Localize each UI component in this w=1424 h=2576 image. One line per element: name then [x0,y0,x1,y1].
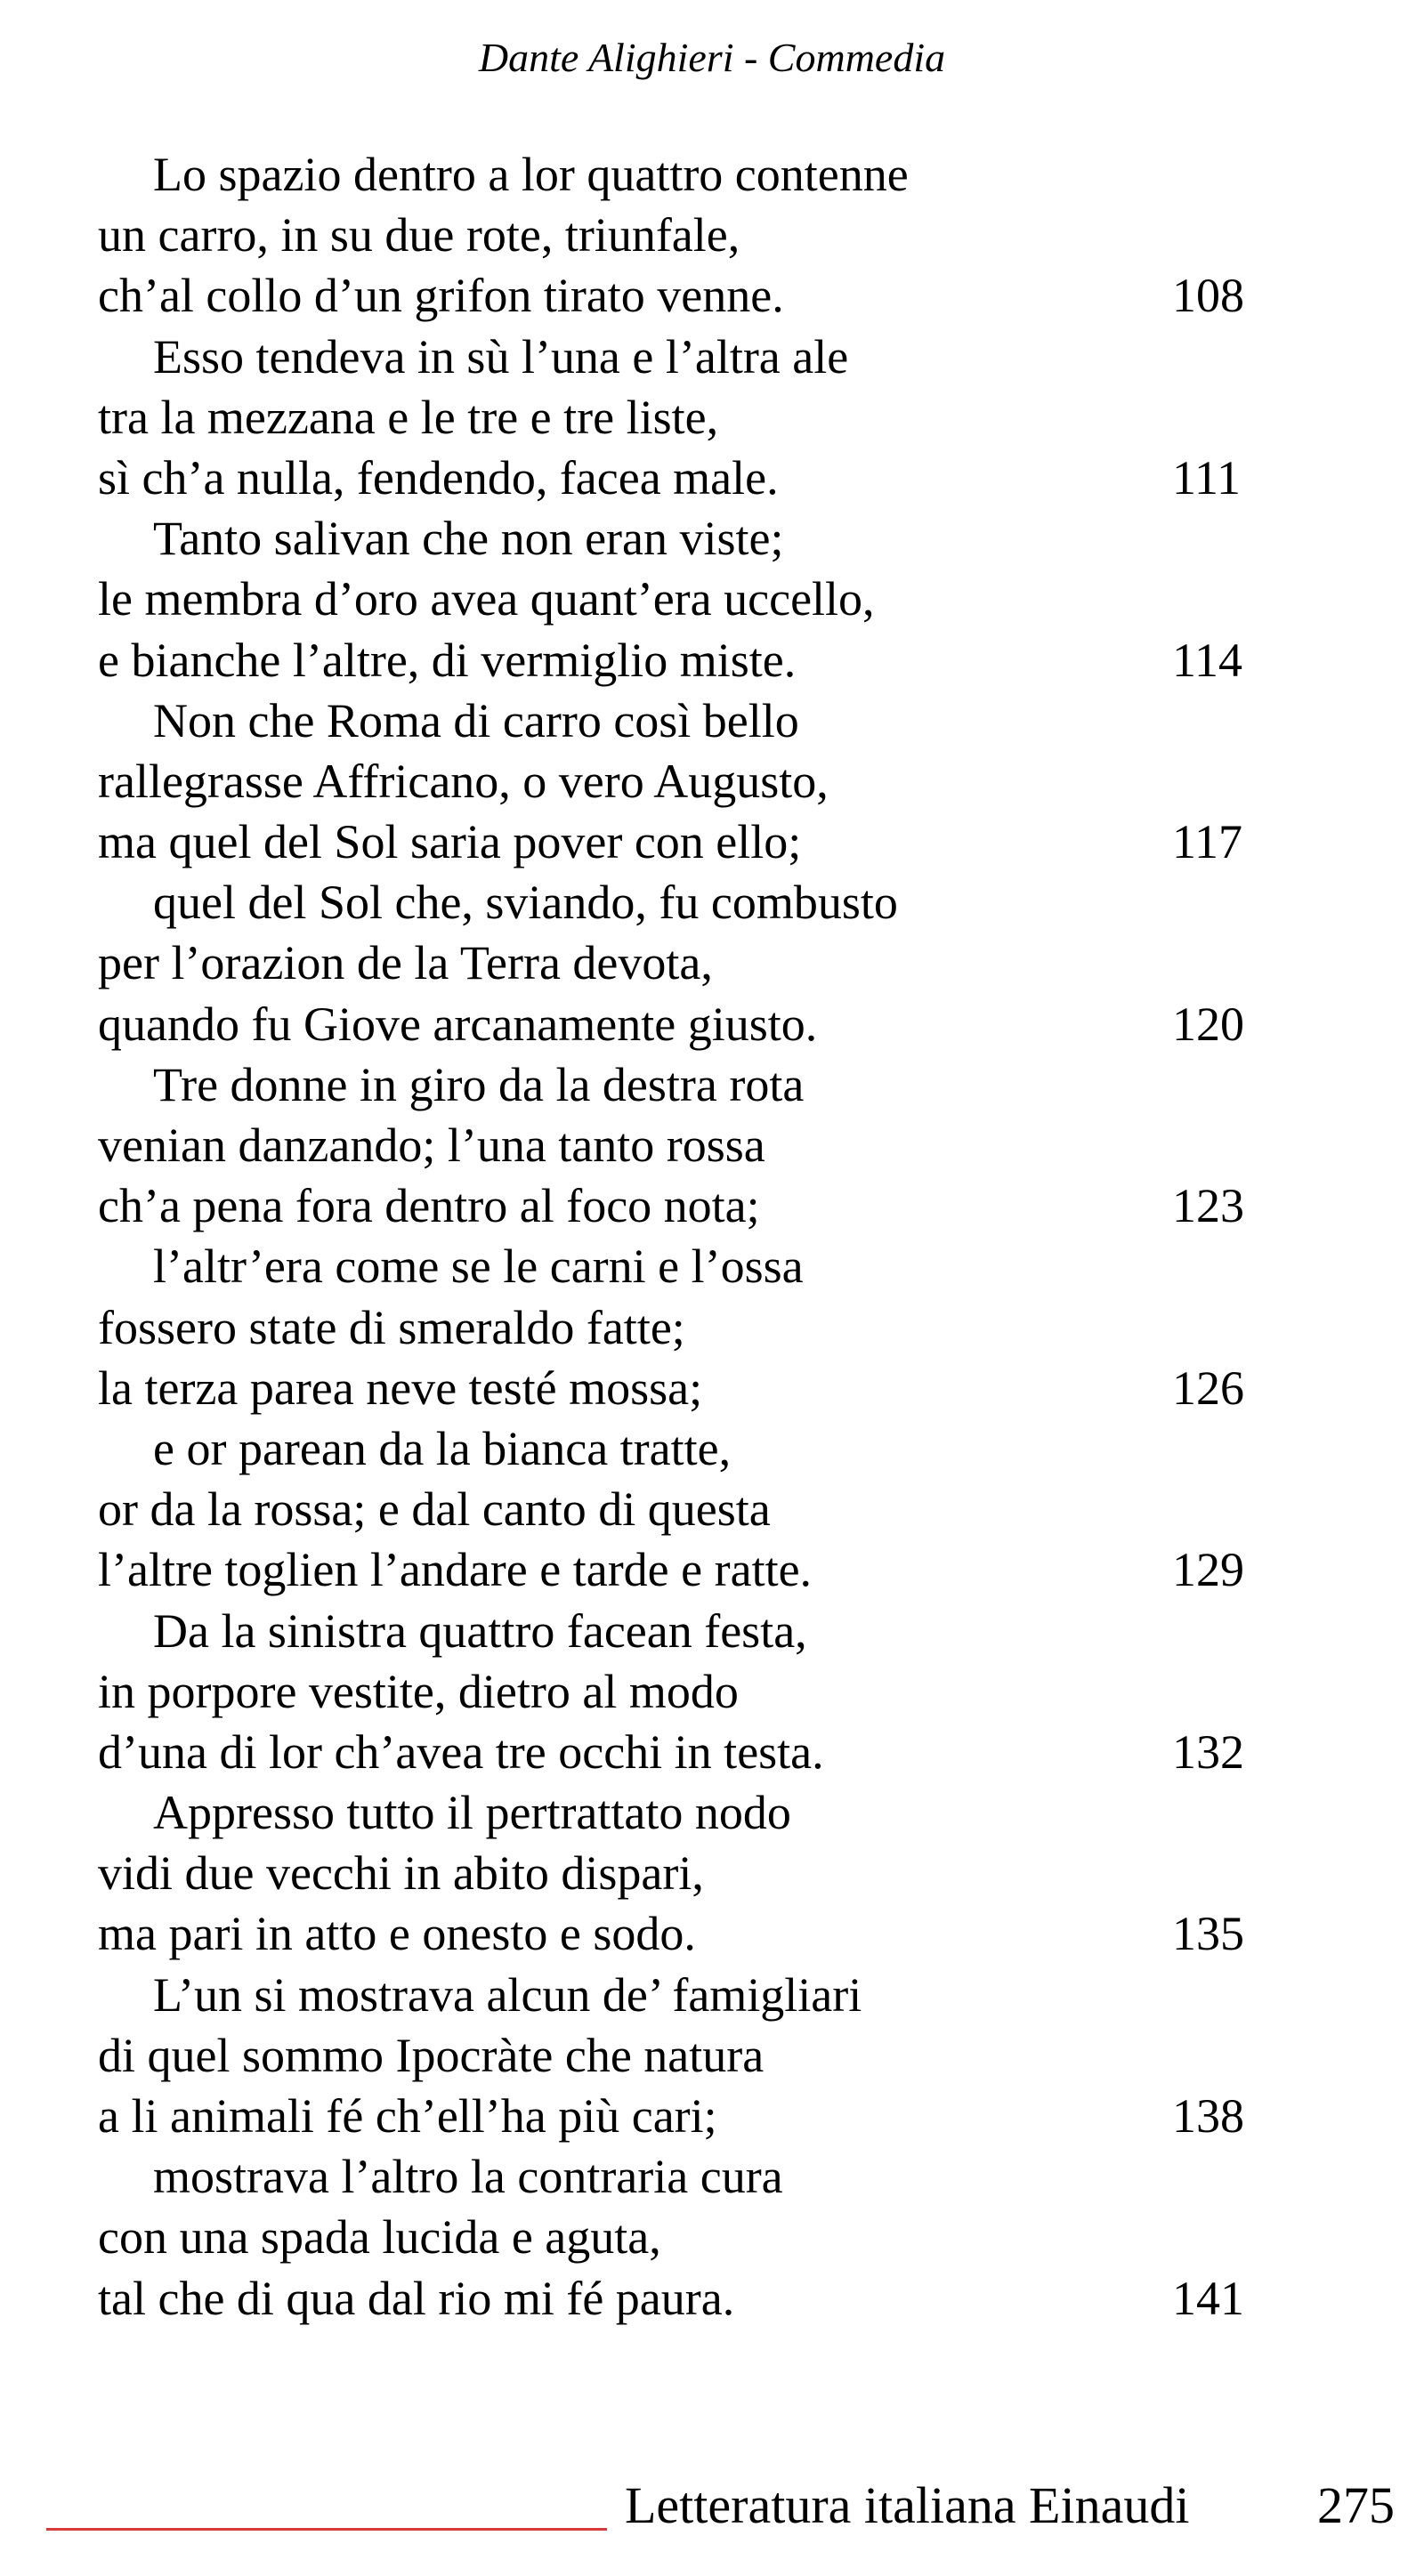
verse-line [98,1965,1255,2025]
verse-line [98,387,1255,448]
line-number: 111 [1172,450,1241,505]
verse-text: vidi due vecchi in abito dispari, [98,1846,704,1901]
verse-text: mostrava l’altro la contraria cura [153,2150,783,2204]
verse-line [98,2086,1255,2146]
verse-text: Lo spazio dentro a lor quattro contenne [153,148,909,201]
verse-line [98,265,1255,326]
verse-text: le membra d’oro avea quant’era uccello, [98,572,875,626]
verse-text: Da la sinistra quattro facean festa, [153,1603,807,1658]
line-number: 138 [1172,2089,1244,2143]
verse-text: ch’al collo d’un grifon tirato venne. [98,269,784,323]
line-number: 120 [1172,997,1244,1051]
verse-text: l’altre toglien l’andare e tarde e ratte. [98,1543,813,1597]
line-number: 108 [1172,269,1244,323]
running-head: Dante Alighieri - Commedia [478,35,946,80]
line-number: 141 [1172,2271,1244,2325]
verse-line [98,1843,1255,1903]
verse-text: ch’a pena fora dentro al foco nota; [98,1179,760,1233]
verse-text: rallegrasse Affricano, o vero Augusto, [98,754,829,808]
verse-line [98,1175,1255,1236]
verse-text: tal che di qua dal rio mi fé paura. [98,2271,735,2325]
footer-title: Letteratura italiana Einaudi [625,2476,1190,2534]
verse-text: e or parean da la bianca tratte, [153,1421,732,1475]
verse-line [98,1358,1255,1418]
verse-line [98,569,1255,629]
verse-line [98,327,1255,387]
verse-line [98,1782,1255,1843]
verse-line [98,1539,1255,1600]
verse-line [98,1722,1255,1782]
verse-line [98,448,1255,508]
verse-line [98,1418,1255,1479]
line-number: 123 [1172,1179,1244,1233]
verse-text: e bianche l’altre, di vermiglio miste. [98,633,797,687]
verse-line [98,872,1255,933]
verse-text: per l’orazion de la Terra devota, [98,936,713,990]
verse-line [98,1115,1255,1175]
verse-text: un carro, in su due rote, triunfale, [98,208,740,262]
verse-line [98,812,1255,872]
verse-text: Tanto salivan che non eran viste; [153,512,784,566]
verse-text: in porpore vestite, dietro al modo [98,1664,739,1718]
verse-line [98,933,1255,993]
verse-text: ma quel del Sol saria pover con ello; [98,815,802,869]
verse-text: quel del Sol che, sviando, fu combusto [153,876,898,930]
line-number: 117 [1172,815,1242,869]
poem-text [98,144,1255,2329]
verse-line [98,1903,1255,1964]
verse-line [98,751,1255,812]
verse-text: sì ch’a nulla, fendendo, facea male. [98,450,779,505]
verse-text: di quel sommo Ipocràte che natura [98,2028,765,2082]
verse-line [98,1236,1255,1296]
verse-text: ma pari in atto e onesto e sodo. [98,1907,696,1961]
verse-line [98,1601,1255,1661]
verse-line [98,994,1255,1054]
verse-line [98,508,1255,569]
verse-text: Tre donne in giro da la destra rota [153,1057,805,1111]
verse-line [98,2146,1255,2207]
verse-text: Appresso tutto il pertrattato nodo [153,1786,791,1840]
line-number: 114 [1172,633,1242,687]
verse-line [98,1297,1255,1358]
page-number: 275 [1317,2476,1395,2534]
verse-line [98,630,1255,690]
verse-text: d’una di lor ch’avea tre occhi in testa. [98,1724,824,1779]
verse-text: L’un si mostrava alcun de’ famigliari [153,1967,862,2022]
verse-text: quando fu Giove arcanamente giusto. [98,997,818,1051]
verse-line [98,1054,1255,1115]
line-number: 126 [1172,1361,1244,1415]
verse-text: con una spada lucida e aguta, [98,2210,661,2265]
verse-text: la terza parea neve testé mossa; [98,1361,703,1415]
verse-line [98,144,1255,205]
verse-text: Non che Roma di carro così bello [153,693,799,747]
verse-line [98,205,1255,265]
line-number: 132 [1172,1724,1244,1779]
line-number: 135 [1172,1907,1244,1961]
footer-rule [46,2528,607,2531]
verse-text: l’altr’era come se le carni e l’ossa [153,1240,804,1294]
verse-text: Esso tendeva in sù l’una e l’altra ale [153,329,849,384]
verse-text: fossero state di smeraldo fatte; [98,1300,685,1354]
verse-line [98,2207,1255,2267]
verse-line [98,1479,1255,1539]
verse-text: venian danzando; l’una tanto rossa [98,1118,765,1172]
verse-text: tra la mezzana e le tre e tre liste, [98,390,719,444]
verse-text: or da la rossa; e dal canto di questa [98,1482,771,1537]
verse-line [98,2268,1255,2329]
verse-line [98,690,1255,751]
verse-line [98,1661,1255,1722]
line-number: 129 [1172,1543,1244,1597]
verse-text: a li animali fé ch’ell’ha più cari; [98,2089,717,2143]
verse-line [98,2025,1255,2086]
